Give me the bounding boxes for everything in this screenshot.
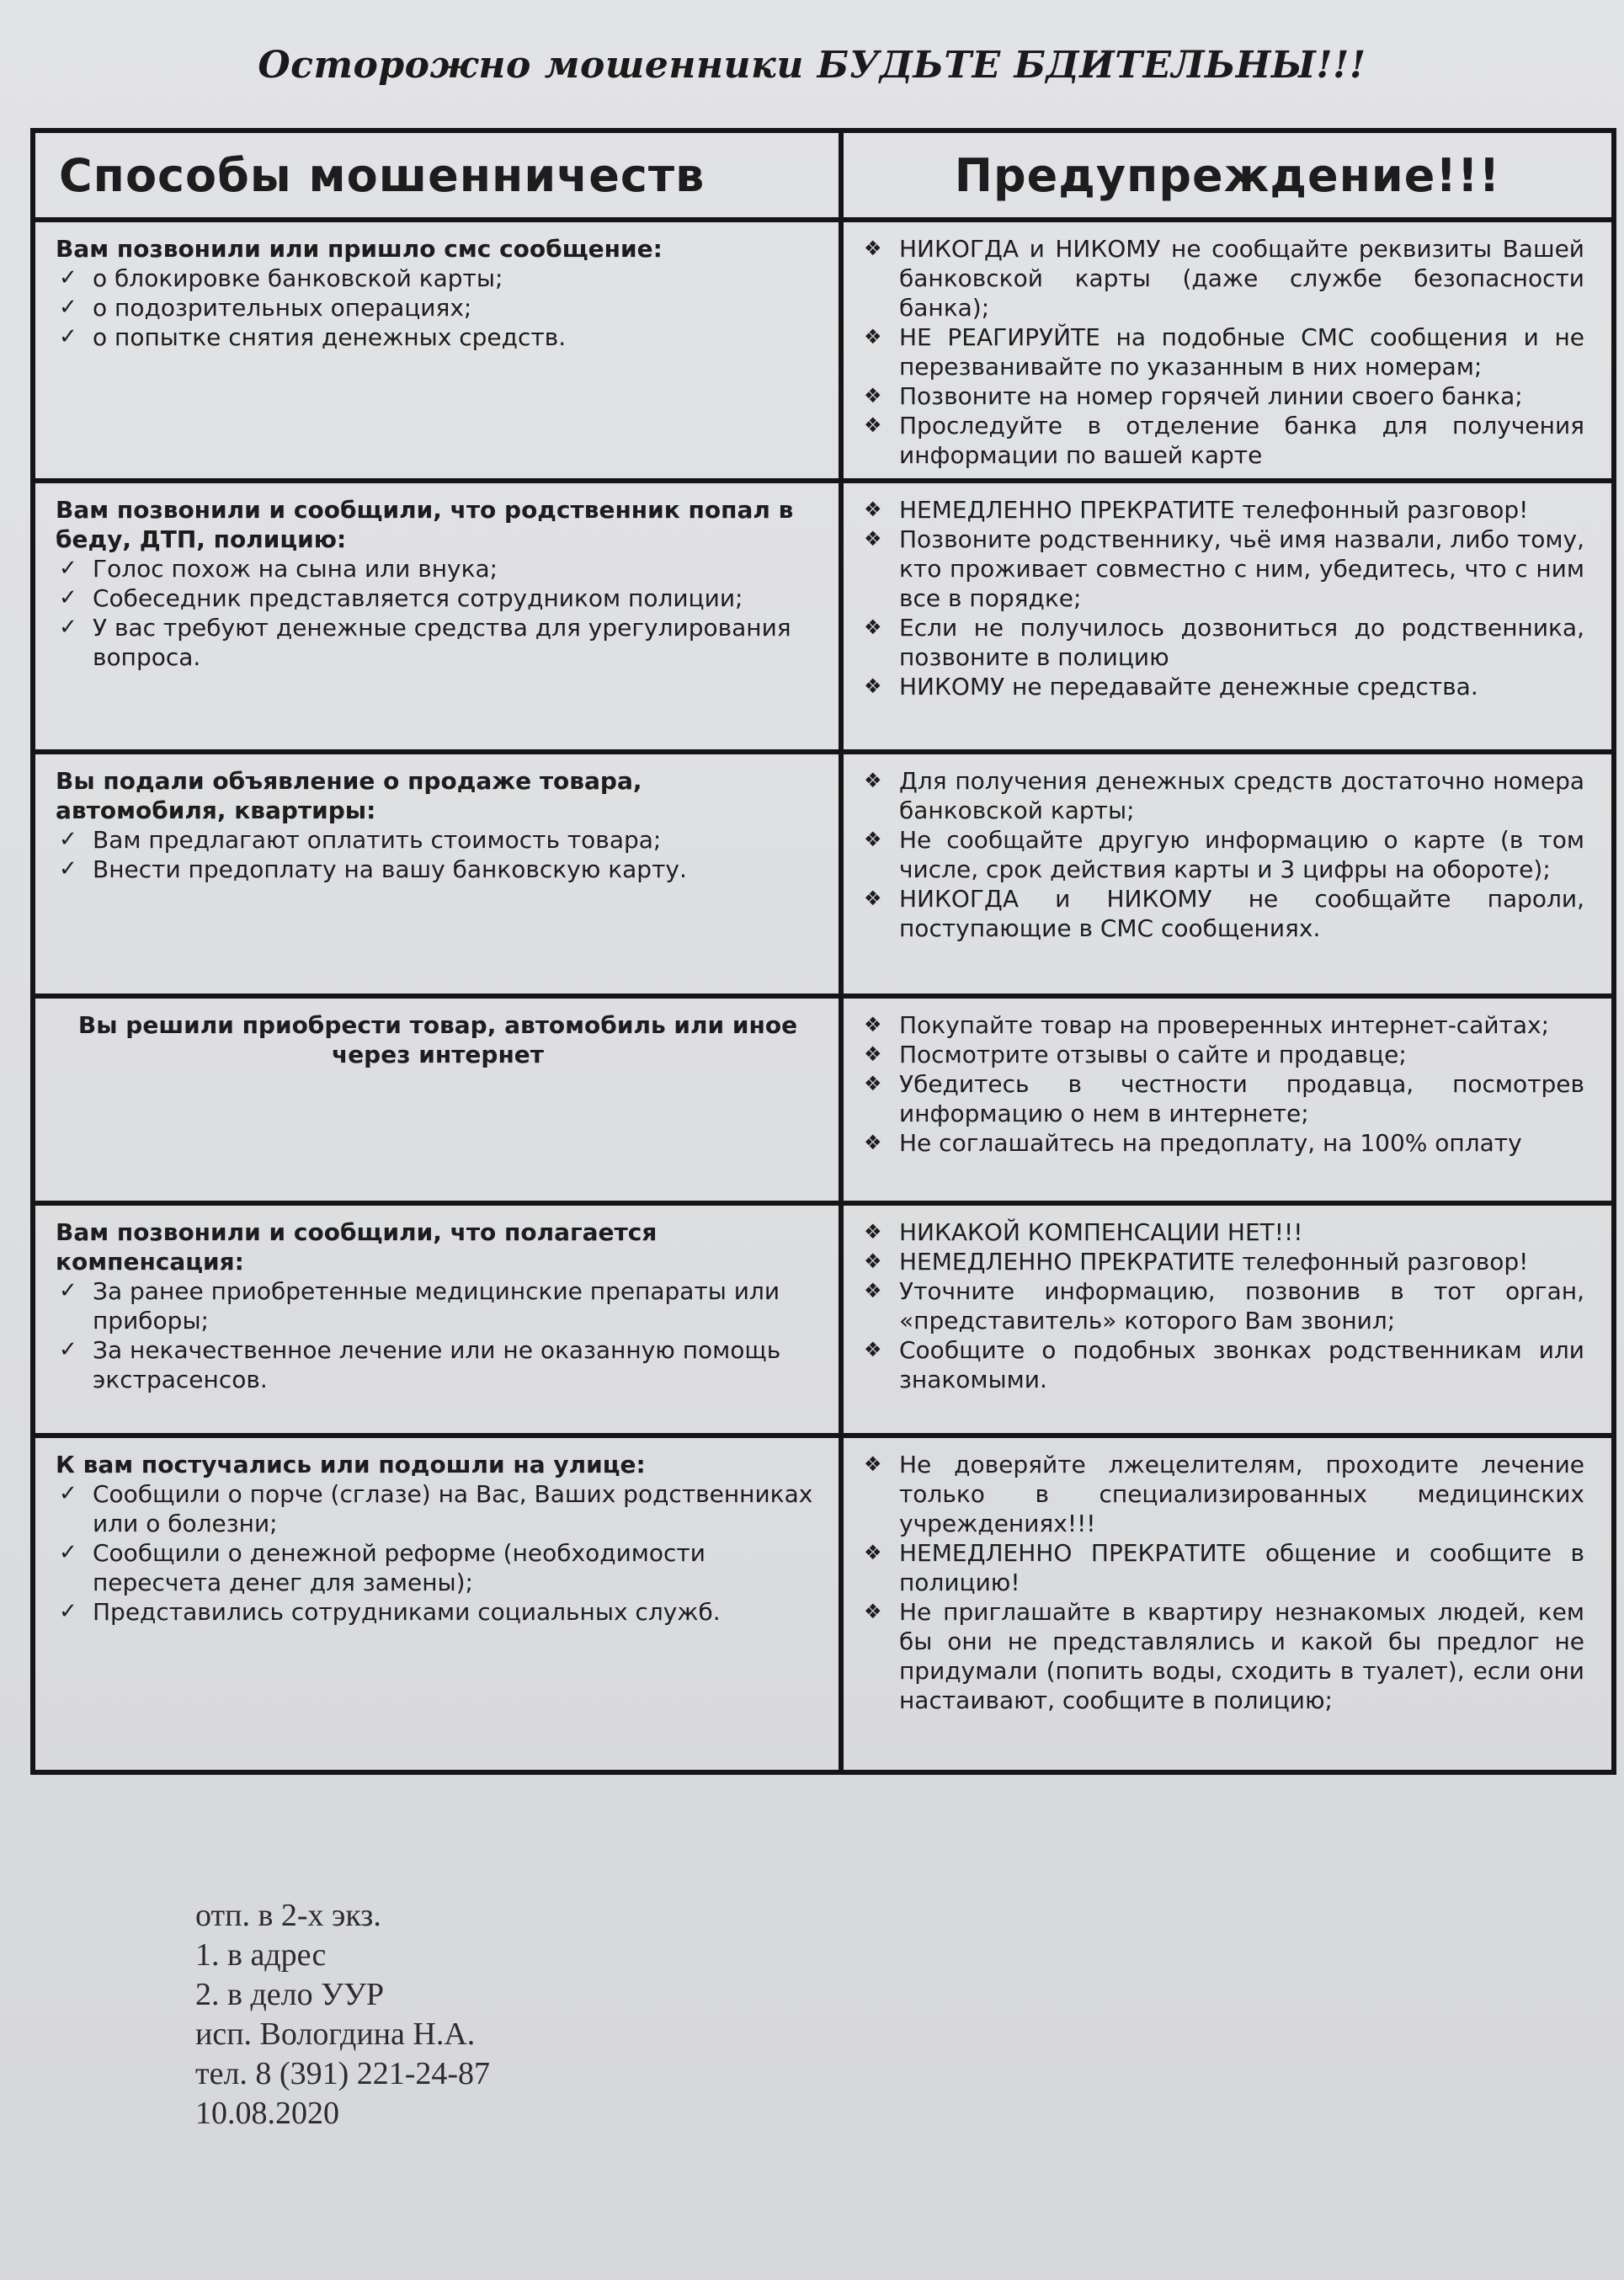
check-item: ✓ Сообщили о порче (сглазе) на Вас, Ваших родственниках или о болезни;: [56, 1479, 820, 1538]
warning-cell: [841, 481, 1614, 752]
method-cell: [33, 220, 841, 481]
method-lead: Вам позвонили или пришло смс сообщение:: [56, 235, 663, 263]
method-lead: Вы решили приобрести товар, автомобиль или иное через интернет: [77, 1011, 798, 1068]
header-methods: Способы мошенничеств: [33, 131, 841, 220]
header-warning: Предупреждение!!!: [841, 131, 1614, 220]
warning-cell: [841, 1436, 1614, 1772]
table-header-row: [33, 131, 1614, 220]
check-item: ✓ Вам предлагают оплатить стоимость товара;: [56, 825, 820, 855]
check-item: ✓ о блокировке банковской карты;: [56, 264, 820, 293]
distribution-item: 1. в адрес: [195, 1937, 327, 1973]
check-item: ✓ За некачественное лечение или не оказанную помощь экстрасенсов.: [56, 1335, 820, 1394]
table-row: [33, 220, 1614, 481]
table-row: [33, 996, 1614, 1203]
check-item: ✓ Голос похож на сына или внука;: [56, 554, 820, 583]
table-row: [33, 1203, 1614, 1436]
check-item: ✓ Сообщили о денежной реформе (необходимости пересчета денег для замены);: [56, 1538, 820, 1597]
warning-item: ❖ Убедитесь в честности продавца, посмотрев информацию о нем в интернете;: [862, 1069, 1584, 1128]
warning-item: ❖ Сообщите о подобных звонках родственникам или знакомыми.: [862, 1335, 1584, 1394]
warning-item: ❖ НЕМЕДЛЕННО ПРЕКРАТИТЕ общение и сообщите в полицию!: [862, 1538, 1584, 1597]
warning-item: ❖ Покупайте товар на проверенных интернет-сайтах;: [862, 1010, 1584, 1040]
warning-item: ❖ НИКАКОЙ КОМПЕНСАЦИИ НЕТ!!!: [862, 1217, 1584, 1247]
check-item: ✓ У вас требуют денежные средства для урегулирования вопроса.: [56, 613, 820, 672]
method-cell: [33, 996, 841, 1203]
check-item: ✓ о попытке снятия денежных средств.: [56, 322, 820, 352]
method-lead: Вам позвонили и сообщили, что родственник попал в беду, ДТП, полицию:: [56, 496, 794, 553]
method-cell: [33, 752, 841, 996]
warning-cell: [841, 1203, 1614, 1436]
check-item: ✓ За ранее приобретенные медицинские препараты или приборы;: [56, 1276, 820, 1335]
warning-cell: [841, 220, 1614, 481]
warning-item: ❖ Проследуйте в отделение банка для получения информации по вашей карте: [862, 411, 1584, 470]
footer-block: [195, 1896, 490, 2134]
table-row: [33, 1436, 1614, 1772]
warning-item: ❖ Позвоните родственнику, чьё имя назвали, либо тому, кто проживает совместно с ним, убедитесь, что с ним все в порядке;: [862, 525, 1584, 613]
table-row: [33, 752, 1614, 996]
method-cell: [33, 1203, 841, 1436]
warning-item: ❖ НИКОГДА и НИКОМУ не сообщайте реквизиты Вашей банковской карты (даже службе безопасности банка);: [862, 234, 1584, 322]
method-lead: Вам позвонили и сообщили, что полагается компенсация:: [56, 1218, 658, 1276]
method-cell: [33, 1436, 841, 1772]
warning-item: ❖ НИКОГДА и НИКОМУ не сообщайте пароли, поступающие в СМС сообщениях.: [862, 884, 1584, 943]
warning-item: ❖ НЕМЕДЛЕННО ПРЕКРАТИТЕ телефонный разговор!: [862, 1247, 1584, 1276]
method-lead: Вы подали объявление о продаже товара, автомобиля, квартиры:: [56, 767, 642, 824]
executor-phone: тел. 8 (391) 221-24-87: [195, 2056, 491, 2091]
warning-item: ❖ НИКОМУ не передавайте денежные средства.: [862, 672, 1584, 701]
warning-item: ❖ Не приглашайте в квартиру незнакомых людей, кем бы они не представлялись и какой бы предлог не придумали (попить воды, сходить в туалет), если они настаивают, сообщите в полицию;: [862, 1597, 1584, 1715]
distribution-item: 2. в дело УУР: [195, 1977, 385, 2012]
executor-name: исп. Вологдина Н.А.: [195, 2016, 476, 2052]
warning-item: ❖ НЕ РЕАГИРУЙТЕ на подобные СМС сообщения и не перезванивайте по указанным в них номерам;: [862, 322, 1584, 381]
warning-item: ❖ Не доверяйте лжецелителям, проходите лечение только в специализированных медицинских учреждениях!!!: [862, 1450, 1584, 1538]
document-title: Осторожно мошенники БУДЬТЕ БДИТЕЛЬНЫ!!!: [258, 44, 1366, 87]
warning-item: ❖ Не сообщайте другую информацию о карте (в том числе, срок действия карты и 3 цифры на обороте);: [862, 825, 1584, 884]
check-item: ✓ Собеседник представляется сотрудником полиции;: [56, 583, 820, 613]
copies-note: отп. в 2-х экз.: [195, 1898, 381, 1933]
document-date: 10.08.2020: [195, 2096, 339, 2131]
warning-item: ❖ НЕМЕДЛЕННО ПРЕКРАТИТЕ телефонный разговор!: [862, 495, 1584, 525]
check-item: ✓ о подозрительных операциях;: [56, 293, 820, 322]
check-item: ✓ Внести предоплату на вашу банковскую карту.: [56, 855, 820, 884]
method-cell: [33, 481, 841, 752]
warning-cell: [841, 996, 1614, 1203]
fraud-table: [30, 128, 1616, 1775]
warning-item: ❖ Не соглашайтесь на предоплату, на 100% оплату: [862, 1128, 1584, 1158]
warning-item: ❖ Если не получилось дозвониться до родственника, позвоните в полицию: [862, 613, 1584, 672]
warning-item: ❖ Позвоните на номер горячей линии своего банка;: [862, 381, 1584, 411]
check-item: ✓ Представились сотрудниками социальных служб.: [56, 1597, 820, 1627]
warning-cell: [841, 752, 1614, 996]
warning-item: ❖ Для получения денежных средств достаточно номера банковской карты;: [862, 766, 1584, 825]
table-row: [33, 481, 1614, 752]
warning-item: ❖ Посмотрите отзывы о сайте и продавце;: [862, 1040, 1584, 1069]
warning-item: ❖ Уточните информацию, позвонив в тот орган, «представитель» которого Вам звонил;: [862, 1276, 1584, 1335]
method-lead: К вам постучались или подошли на улице:: [56, 1451, 646, 1478]
